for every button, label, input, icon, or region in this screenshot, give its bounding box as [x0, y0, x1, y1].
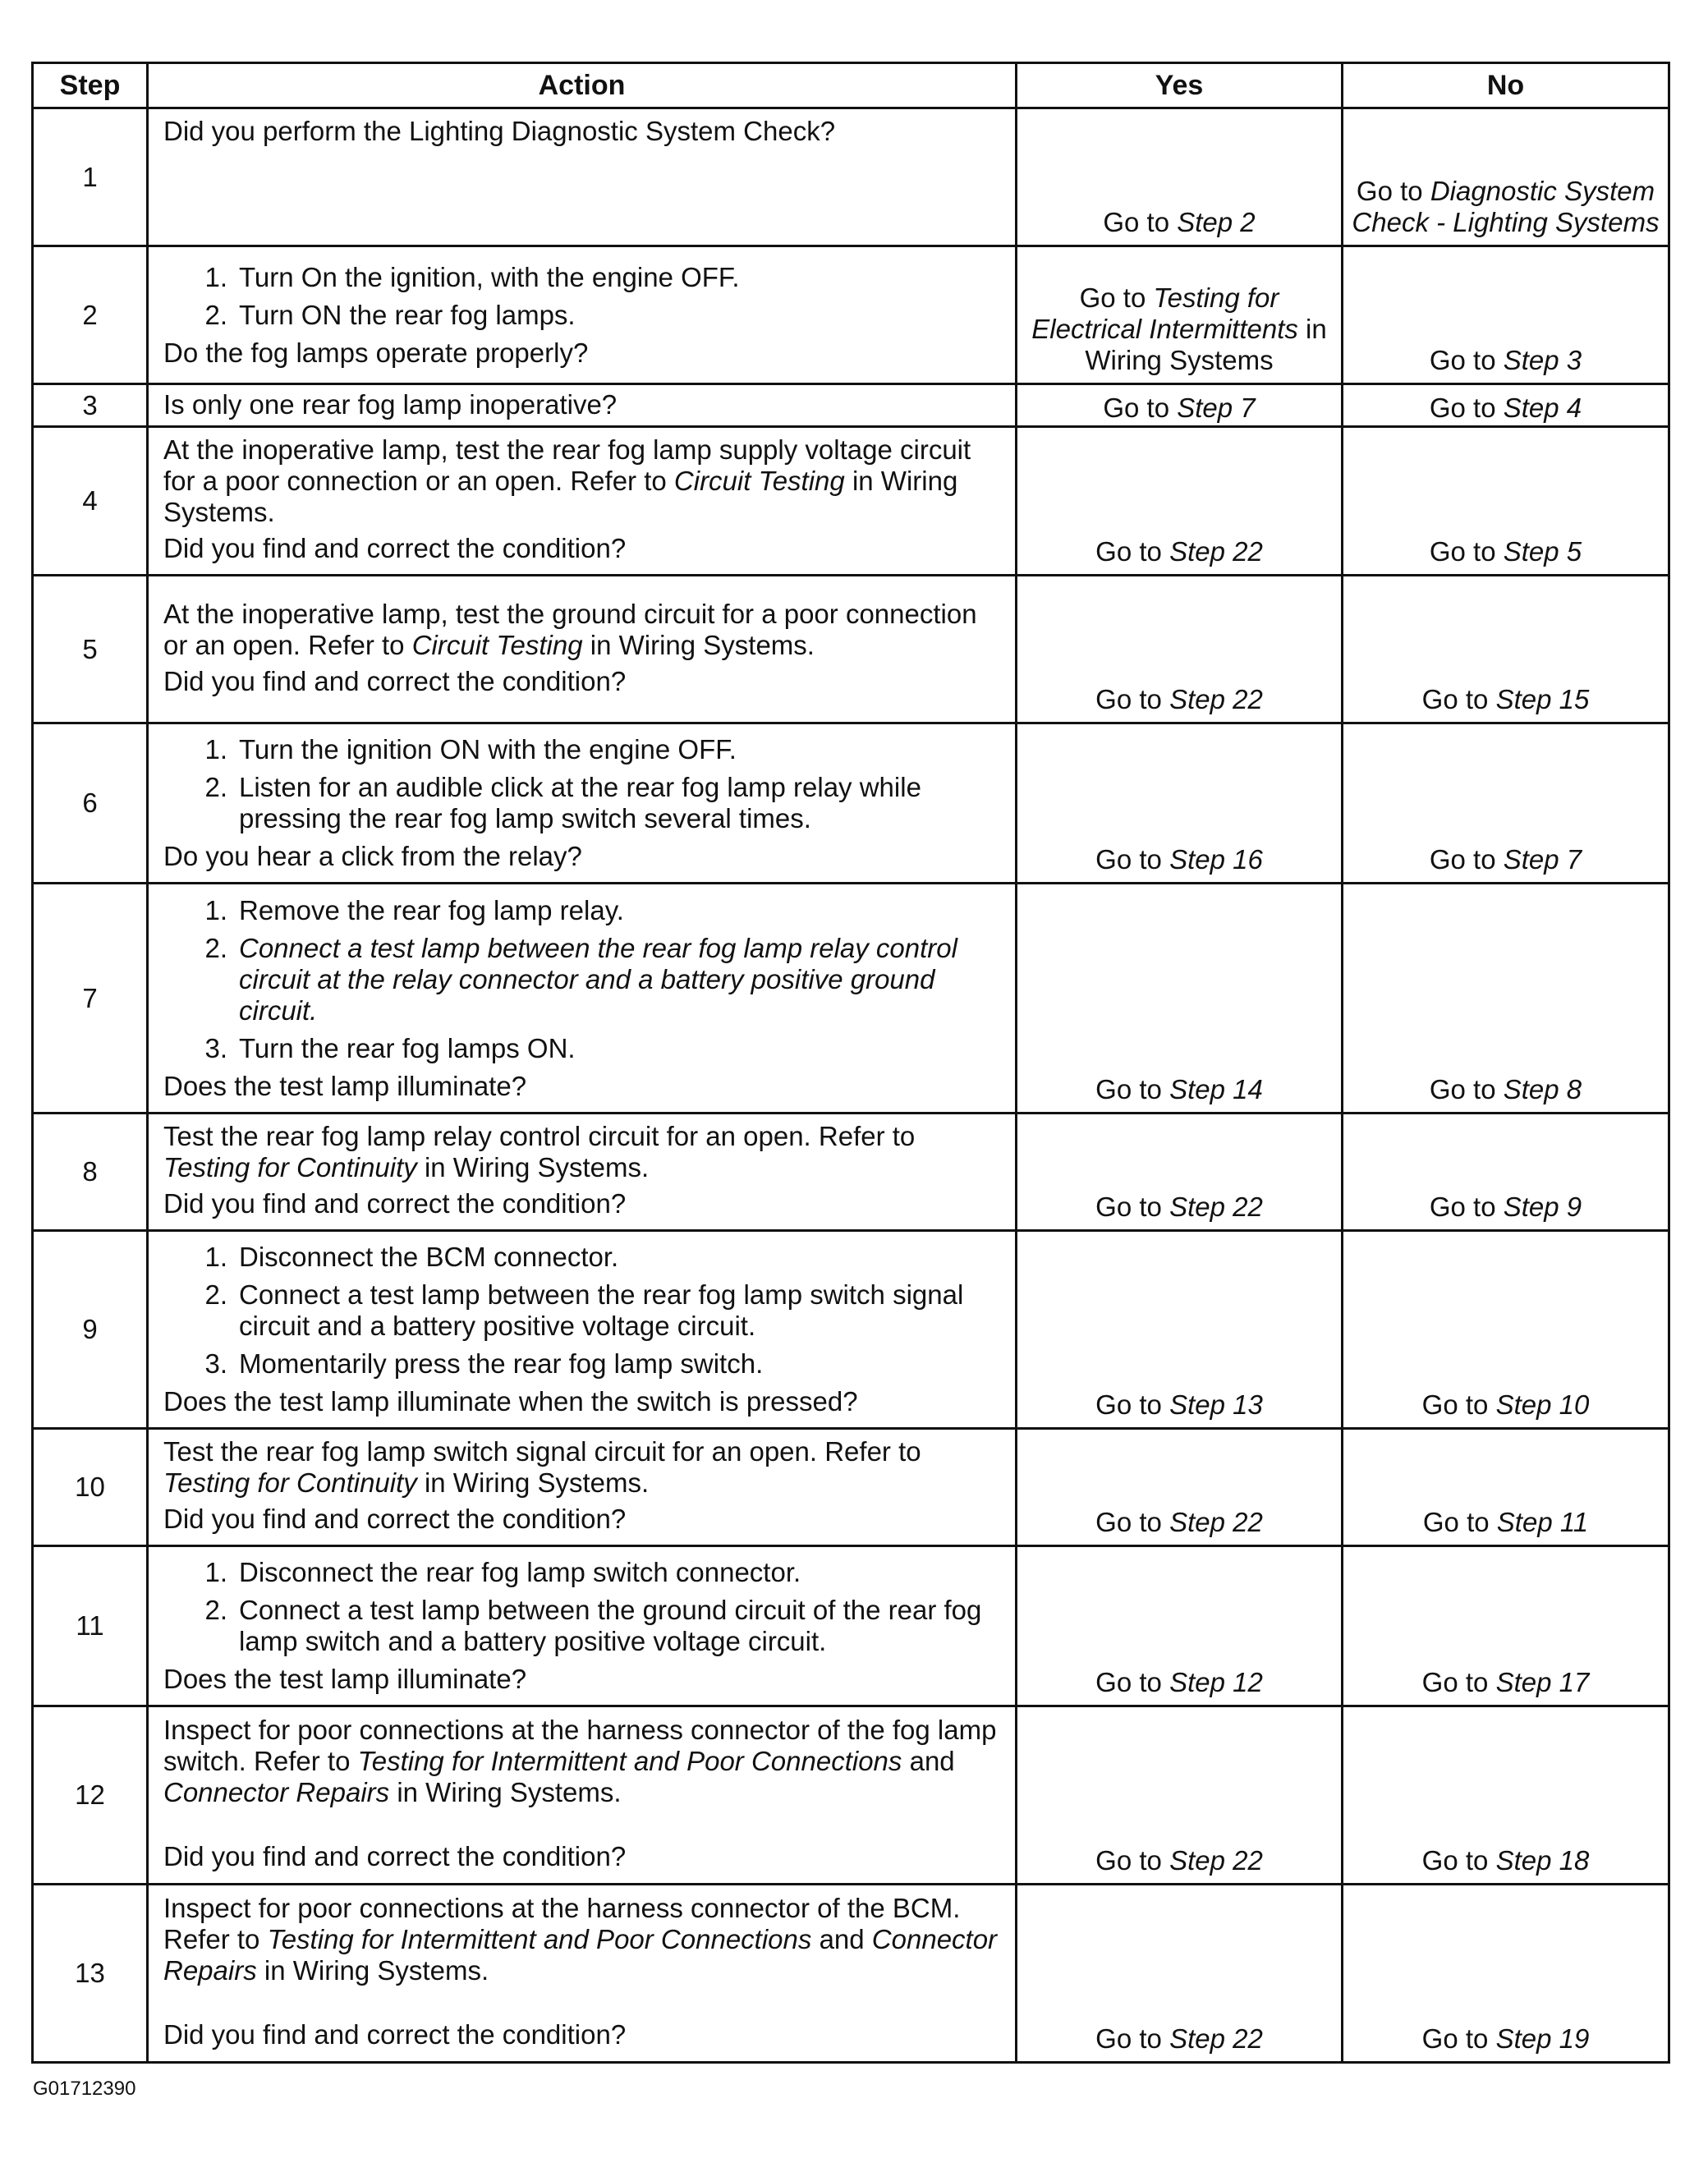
step-number: 12 — [33, 1706, 148, 1885]
header-no: No — [1343, 63, 1669, 108]
yes-target: Step 2 — [1177, 207, 1256, 237]
no-target: Step 7 — [1503, 844, 1582, 875]
no-cell: Go to Step 18 — [1343, 1706, 1669, 1885]
table-row — [33, 1231, 1669, 1429]
list-item: 1. Disconnect the BCM connector. — [204, 1242, 619, 1272]
action-text: At the inoperative lamp, test the ground circuit for a poor connection or an open. Refer to Circuit Testing in Wiring Systems. — [163, 598, 977, 660]
list-item: 2. Connect a test lamp between the rear fog lamp relay control circuit at the relay connector and a battery positive ground circuit. — [204, 932, 957, 1026]
no-cell: Go to Step 10 — [1343, 1231, 1669, 1429]
action-cell — [148, 1546, 1017, 1706]
no-target: Step 5 — [1503, 536, 1582, 567]
yes-target: Step 22 — [1169, 536, 1263, 567]
list-item: 1. Turn On the ignition, with the engine OFF. — [204, 261, 740, 292]
action-cell — [148, 108, 1017, 246]
no-target: Step 17 — [1495, 1667, 1590, 1697]
yes-cell: Go to Step 7 — [1017, 384, 1343, 427]
action-text: Test the rear fog lamp switch signal circuit for an open. Refer to Testing for Continuity in Wiring Systems. — [163, 1436, 921, 1498]
no-cell: Go to Step 8 — [1343, 884, 1669, 1114]
action-question: Did you find and correct the condition? — [163, 1504, 627, 1534]
action-question: Does the test lamp illuminate? — [163, 1070, 527, 1101]
step-number: 13 — [33, 1885, 148, 2063]
list-item: 1. Turn the ignition ON with the engine OFF. — [204, 734, 737, 765]
list-item: 2. Connect a test lamp between the rear fog lamp switch signal circuit and a battery positive voltage circuit. — [204, 1279, 964, 1341]
action-question: Is only one rear fog lamp inoperative? — [163, 388, 618, 420]
no-cell: Go to Step 17 — [1343, 1546, 1669, 1706]
step-number: 3 — [33, 384, 148, 427]
action-text: Test the rear fog lamp relay control circuit for an open. Refer to Testing for Continuity in Wiring Systems. — [163, 1121, 916, 1182]
yes-cell: Go to Step 22 — [1017, 576, 1343, 723]
action-cell — [148, 576, 1017, 723]
action-cell — [148, 1706, 1017, 1885]
action-cell — [148, 1885, 1017, 2063]
yes-target: Testing for Electrical Intermittents — [1031, 282, 1298, 344]
yes-cell: Go to Step 14 — [1017, 884, 1343, 1114]
action-cell — [148, 1429, 1017, 1546]
yes-target: Step 13 — [1169, 1389, 1263, 1420]
diagnostic-table — [31, 62, 1670, 2064]
no-target: Step 4 — [1503, 393, 1582, 423]
action-cell — [148, 1114, 1017, 1231]
action-text: Inspect for poor connections at the harness connector of the fog lamp switch. Refer to Testing for Intermittent and Poor Connections and Connector Repairs in Wiring Systems. — [163, 1715, 997, 1807]
yes-target: Step 22 — [1169, 1192, 1263, 1222]
action-cell — [148, 384, 1017, 427]
yes-target: Step 16 — [1169, 844, 1263, 875]
no-cell: Go to Step 5 — [1343, 427, 1669, 576]
action-question: Did you find and correct the condition? — [163, 665, 627, 696]
action-question: Did you find and correct the condition? — [163, 1188, 627, 1219]
table-row — [33, 246, 1669, 384]
action-question: Did you perform the Lighting Diagnostic System Check? — [163, 116, 836, 146]
step-number: 7 — [33, 884, 148, 1114]
no-target: Step 3 — [1503, 345, 1582, 375]
yes-cell: Go to Testing for Electrical Intermittents in Wiring Systems — [1017, 246, 1343, 384]
action-question: Did you find and correct the condition? — [163, 1841, 627, 1871]
step-number: 9 — [33, 1231, 148, 1429]
yes-target: Step 12 — [1169, 1667, 1263, 1697]
table-row — [33, 108, 1669, 246]
action-question: Does the test lamp illuminate when the switch is pressed? — [163, 1386, 858, 1417]
yes-cell: Go to Step 22 — [1017, 1429, 1343, 1546]
figure-id: G01712390 — [33, 2078, 136, 2100]
list-item: 2. Listen for an audible click at the rear fog lamp relay while pressing the rear fog lamp switch several times. — [204, 772, 921, 833]
no-target: Step 19 — [1495, 2023, 1590, 2054]
step-number: 4 — [33, 427, 148, 576]
table-row — [33, 723, 1669, 884]
yes-target: Step 14 — [1169, 1074, 1263, 1104]
no-target: Step 15 — [1495, 684, 1590, 714]
list-item: 2. Connect a test lamp between the ground circuit of the rear fog lamp switch and a battery positive voltage circuit. — [204, 1595, 982, 1656]
no-cell: Go to Step 3 — [1343, 246, 1669, 384]
yes-target: Step 22 — [1169, 1845, 1263, 1876]
list-item: 1. Disconnect the rear fog lamp switch connector. — [204, 1557, 801, 1587]
header-yes: Yes — [1017, 63, 1343, 108]
action-cell — [148, 723, 1017, 884]
action-cell — [148, 246, 1017, 384]
yes-target: Step 22 — [1169, 2023, 1263, 2054]
yes-cell: Go to Step 16 — [1017, 723, 1343, 884]
action-text: At the inoperative lamp, test the rear fog lamp supply voltage circuit for a poor connection or an open. Refer to Circuit Testing in Wiring Systems. — [163, 434, 971, 527]
yes-target: Step 22 — [1169, 684, 1263, 714]
table-row — [33, 1546, 1669, 1706]
step-number: 1 — [33, 108, 148, 246]
no-cell: Go to Step 11 — [1343, 1429, 1669, 1546]
yes-cell: Go to Step 13 — [1017, 1231, 1343, 1429]
yes-cell: Go to Step 12 — [1017, 1546, 1343, 1706]
list-item: 3. Momentarily press the rear fog lamp switch. — [204, 1348, 764, 1379]
no-target: Step 9 — [1503, 1192, 1582, 1222]
action-question: Did you find and correct the condition? — [163, 533, 627, 563]
step-number: 10 — [33, 1429, 148, 1546]
header-step: Step — [33, 63, 148, 108]
table-row — [33, 884, 1669, 1114]
no-cell: Go to Step 15 — [1343, 576, 1669, 723]
action-question: Did you find and correct the condition? — [163, 2019, 627, 2050]
no-cell: Go to Step 4 — [1343, 384, 1669, 427]
no-target: Step 10 — [1495, 1389, 1590, 1420]
step-number: 11 — [33, 1546, 148, 1706]
no-cell: Go to Diagnostic System Check - Lighting Systems — [1343, 108, 1669, 246]
list-item: 2. Turn ON the rear fog lamps. — [204, 299, 576, 330]
yes-cell: Go to Step 22 — [1017, 1706, 1343, 1885]
table-row — [33, 1885, 1669, 2063]
action-cell — [148, 427, 1017, 576]
table-row — [33, 427, 1669, 576]
action-text: Inspect for poor connections at the harness connector of the BCM. Refer to Testing for Intermittent and Poor Connections and Connector Repairs in Wiring Systems. — [163, 1893, 998, 1986]
no-cell: Go to Step 9 — [1343, 1114, 1669, 1231]
table-row — [33, 1114, 1669, 1231]
no-target: Step 8 — [1503, 1074, 1582, 1104]
no-target: Step 18 — [1495, 1845, 1590, 1876]
step-number: 8 — [33, 1114, 148, 1231]
no-cell: Go to Step 19 — [1343, 1885, 1669, 2063]
table-row — [33, 1706, 1669, 1885]
action-cell — [148, 1231, 1017, 1429]
list-item: 1. Remove the rear fog lamp relay. — [204, 894, 624, 925]
table-row — [33, 576, 1669, 723]
action-question: Do you hear a click from the relay? — [163, 841, 582, 871]
yes-cell: Go to Step 22 — [1017, 1114, 1343, 1231]
no-target: Step 11 — [1496, 1507, 1589, 1537]
no-target: Diagnostic System Check - Lighting Systems — [1352, 176, 1660, 237]
step-number: 6 — [33, 723, 148, 884]
yes-target: Step 22 — [1169, 1507, 1263, 1537]
table-row — [33, 384, 1669, 427]
action-question: Do the fog lamps operate properly? — [163, 337, 589, 368]
yes-target: Step 7 — [1177, 393, 1256, 423]
yes-cell: Go to Step 22 — [1017, 1885, 1343, 2063]
header-row — [33, 63, 1669, 108]
list-item: 3. Turn the rear fog lamps ON. — [204, 1032, 576, 1063]
table-row — [33, 1429, 1669, 1546]
header-action: Action — [148, 63, 1017, 108]
action-cell — [148, 884, 1017, 1114]
yes-cell: Go to Step 2 — [1017, 108, 1343, 246]
step-number: 2 — [33, 246, 148, 384]
no-cell: Go to Step 7 — [1343, 723, 1669, 884]
yes-cell: Go to Step 22 — [1017, 427, 1343, 576]
step-number: 5 — [33, 576, 148, 723]
action-question: Does the test lamp illuminate? — [163, 1664, 527, 1694]
